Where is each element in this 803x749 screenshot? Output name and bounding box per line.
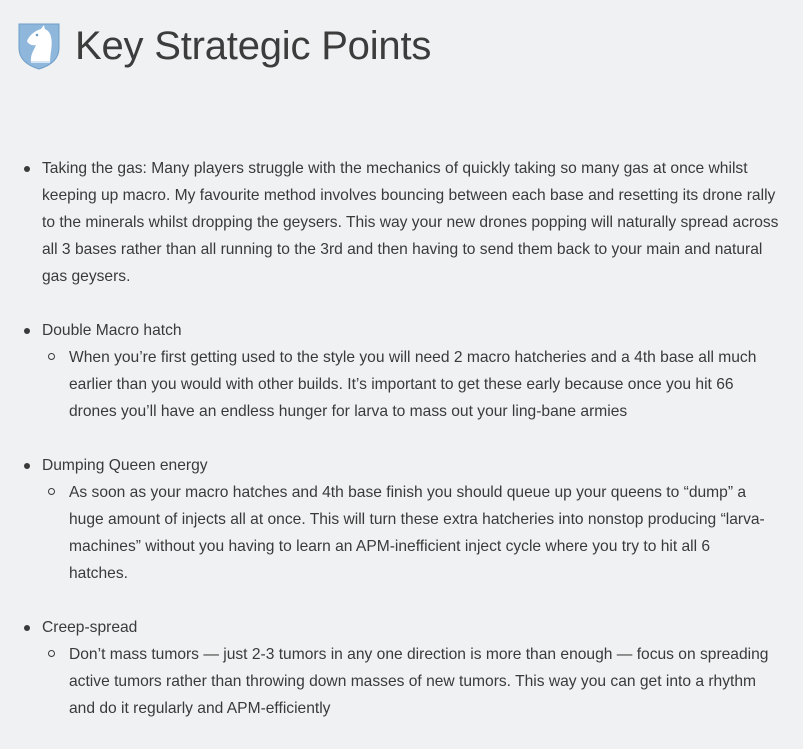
point-heading: Creep-spread [42, 619, 138, 636]
knight-shield-icon [17, 22, 61, 70]
sub-point-text: When you’re first getting used to the style you will need 2 macro hatcheries and a 4th base all much earlier than you would with other builds. It’s important to get these early because once you hit 66 drones you’ll have an endless hunger for larva to mass out your ling-bane armies [69, 349, 757, 420]
sub-list-item [42, 344, 791, 425]
key-points-list [0, 155, 803, 722]
sub-list [42, 641, 791, 722]
sub-point-text: As soon as your macro hatches and 4th base finish you should queue up your queens to “dump” a huge amount of injects all at once. This will turn these extra hatcheries into nonstop producing “larva-machines” without you having to learn an APM-inefficient inject cycle where you try to hit all 6 hatches. [69, 484, 765, 582]
list-item [0, 452, 803, 587]
page-header [17, 22, 431, 70]
sub-list-item [42, 641, 791, 722]
list-item [0, 614, 803, 722]
list-item [0, 155, 803, 290]
sub-point-text: Don’t mass tumors — just 2-3 tumors in any one direction is more than enough — focus on spreading active tumors rather than throwing down masses of new tumors. This way you can get into a rhythm and do it regularly and APM-efficiently [69, 646, 769, 717]
page-title: Key Strategic Points [75, 23, 432, 68]
sub-list-item [42, 479, 791, 587]
sub-list [42, 344, 791, 425]
content [0, 155, 803, 749]
point-text: Taking the gas: Many players struggle with the mechanics of quickly taking so many gas at once whilst keeping up macro. My favourite method involves bouncing between each base and resetting its drone rally to the minerals whilst dropping the geysers. This way your new drones popping will naturally spread across all 3 bases rather than all running to the 3rd and then having to send them back to your main and natural gas geysers. [42, 160, 779, 285]
sub-list [42, 479, 791, 587]
point-heading: Double Macro hatch [42, 322, 182, 339]
point-heading: Dumping Queen energy [42, 457, 208, 474]
list-item [0, 317, 803, 425]
